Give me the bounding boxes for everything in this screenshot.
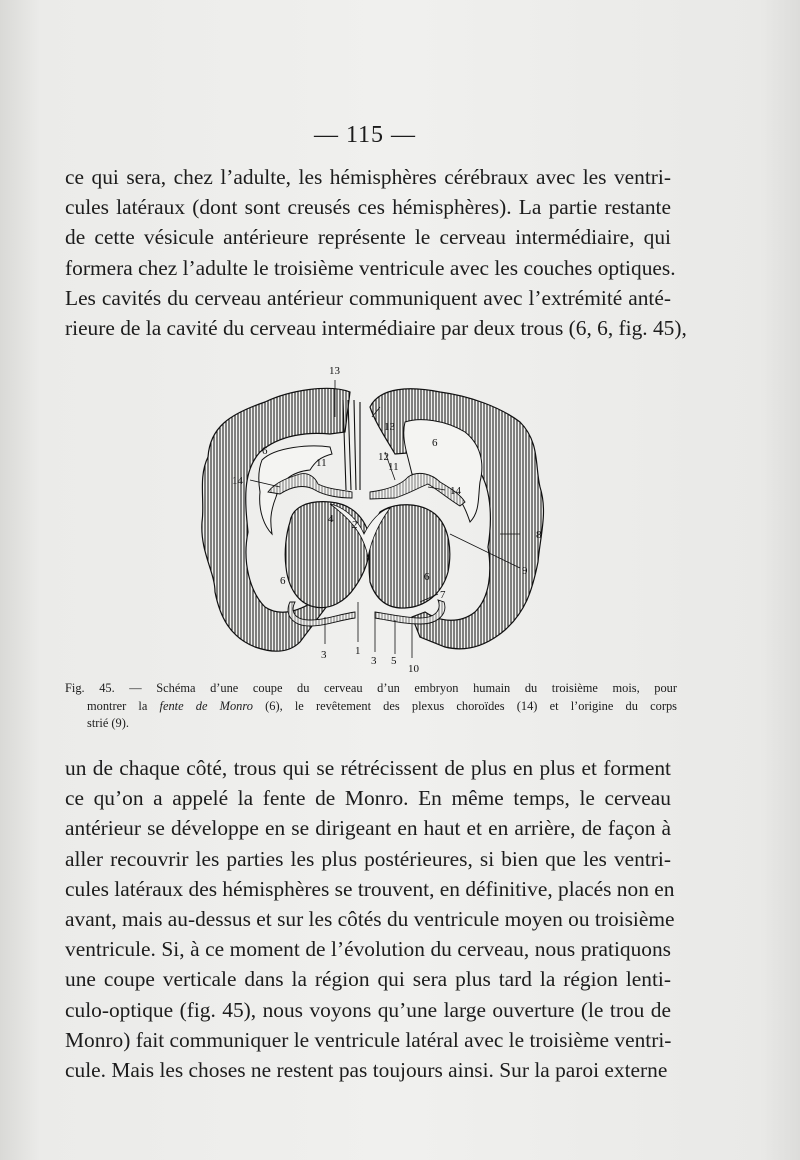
paragraph-2 bbox=[65, 753, 675, 1085]
text-line: avant, mais au-dessus et sur les côtés du ventricule moyen ou troisième bbox=[65, 907, 675, 932]
label-3-mid: 3 bbox=[371, 655, 377, 667]
text-line: cules latéraux des hémisphères se trouvent, en définitive, placés non en bbox=[65, 876, 675, 901]
label-1: 1 bbox=[355, 645, 361, 657]
label-14-left: 14 bbox=[232, 475, 243, 487]
caption-line bbox=[65, 698, 677, 716]
label-4: 4 bbox=[328, 513, 334, 525]
caption-italic-term: fente de Monro bbox=[159, 698, 253, 713]
text-line: ventricule. Si, à ce moment de l’évolution du cerveau, nous pratiquons bbox=[65, 937, 671, 962]
text-line: culo-optique (fig. 45), nous voyons qu’une large ouverture (le trou de bbox=[65, 997, 671, 1022]
page-number: — 115 — bbox=[313, 122, 417, 148]
label-13-top: 13 bbox=[329, 365, 340, 377]
label-9: 9 bbox=[522, 565, 528, 577]
text-line: Les cavités du cerveau antérieur communiquent avec l’extrémité anté- bbox=[65, 285, 671, 310]
text-line: ce qui sera, chez l’adulte, les hémisphères cérébraux avec les ventri- bbox=[65, 165, 671, 189]
label-7: 7 bbox=[440, 589, 446, 601]
label-6-left: 6 bbox=[262, 445, 268, 457]
label-13-inner: 13 bbox=[384, 421, 395, 433]
label-3-left: 3 bbox=[321, 649, 327, 661]
label-11-left: 11 bbox=[316, 457, 327, 469]
caption-text: montrer la bbox=[87, 698, 160, 713]
label-5: 5 bbox=[391, 655, 397, 667]
label-6-lower-left: 6 bbox=[280, 575, 286, 587]
label-6-right: 6 bbox=[432, 437, 438, 449]
label-6-lower-right: 6 bbox=[424, 571, 430, 583]
figure-45-brain-section bbox=[180, 362, 560, 674]
caption-line: Fig. 45. — Schéma d’une coupe du cerveau d’un embryon humain du troisième mois, pour bbox=[65, 681, 677, 695]
text-line: cule. Mais les choses ne restent pas toujours ainsi. Sur la paroi externe bbox=[65, 1058, 668, 1083]
text-line: rieure de la cavité du cerveau intermédiaire par deux trous (6, 6, fig. 45), bbox=[65, 316, 687, 341]
text-line: un de chaque côté, trous qui se rétrécissent de plus en plus et forment bbox=[65, 756, 671, 780]
text-line: une coupe verticale dans la région qui sera plus tard la région lenti- bbox=[65, 967, 671, 992]
text-line: de cette vésicule antérieure représente le cerveau intermédiaire, qui bbox=[65, 225, 671, 250]
text-line: Monro) fait communiquer le ventricule latéral avec le troisième ventri- bbox=[65, 1027, 672, 1052]
label-10: 10 bbox=[408, 663, 419, 674]
paragraph-1 bbox=[65, 162, 687, 343]
text-line: formera chez l’adulte le troisième ventricule avec les couches optiques. bbox=[65, 255, 676, 280]
caption-line: strié (9). bbox=[87, 716, 129, 730]
label-14-right: 14 bbox=[450, 485, 461, 497]
label-2: 2 bbox=[352, 519, 358, 531]
text-line: cules latéraux (dont sont creusés ces hémisphères). La partie restante bbox=[65, 195, 671, 220]
text-line: antérieur se développe en se dirigeant en haut et en arrière, de façon à bbox=[65, 816, 671, 841]
text-line: ce qu’on a appelé la fente de Monro. En même temps, le cerveau bbox=[65, 786, 671, 811]
label-12: 12 bbox=[378, 451, 389, 463]
label-11-right: 11 bbox=[388, 461, 399, 473]
brain-section-diagram bbox=[180, 362, 560, 674]
label-8: 8 bbox=[536, 529, 542, 541]
text-line: aller recouvrir les parties les plus postérieures, si bien que les ventri- bbox=[65, 846, 671, 871]
caption-text: (6), le revêtement des plexus choroïdes (14) et l’origine du corps bbox=[252, 698, 677, 713]
figure-caption bbox=[65, 680, 677, 733]
